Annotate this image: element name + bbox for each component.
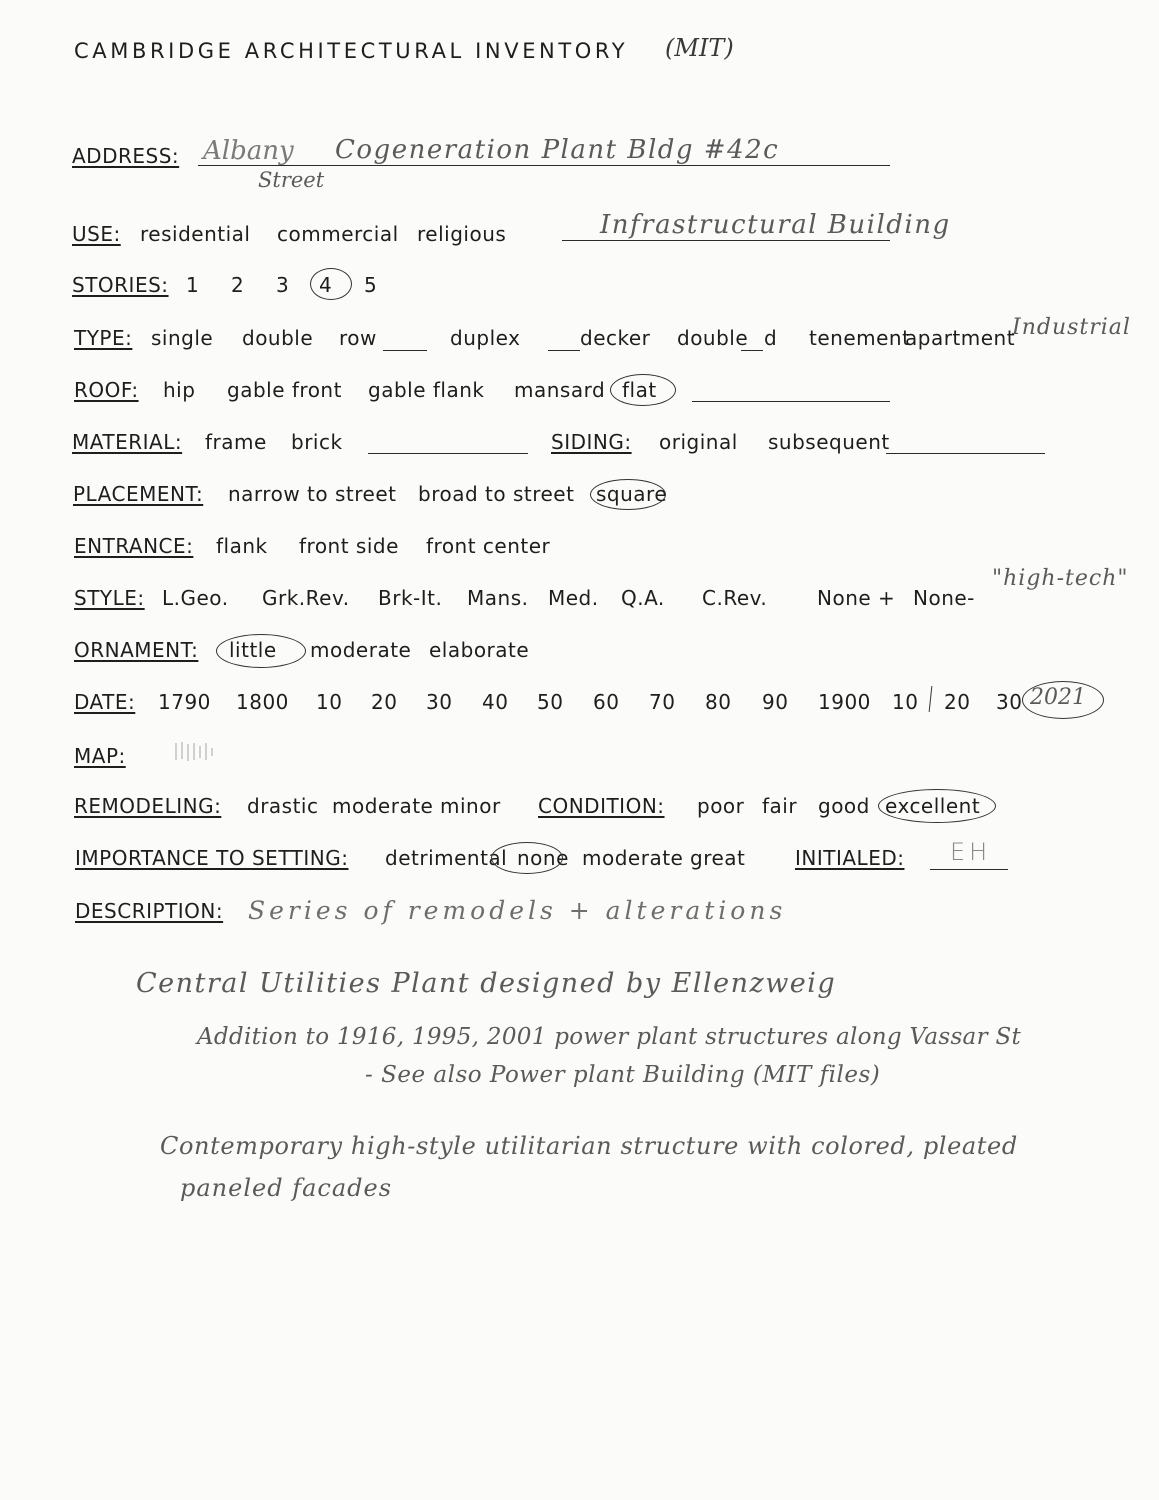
address-printed-sub: Street — [258, 168, 325, 192]
date-option-70: 70 — [649, 690, 676, 714]
placement-option-square: square — [596, 482, 668, 506]
type-double-d-blank — [741, 350, 763, 351]
use-option-commercial: commercial — [277, 222, 399, 246]
date-option-1920: 20 — [944, 690, 971, 714]
stories-option-3: 3 — [276, 273, 290, 297]
ornament-option-moderate: moderate — [310, 638, 412, 662]
type-option-double: double — [242, 326, 314, 350]
ornament-selection-circle — [216, 634, 306, 668]
date-option-10: 10 — [316, 690, 343, 714]
stories-option-2: 2 — [231, 273, 245, 297]
type-option-duplex: duplex — [450, 326, 521, 350]
siding-option-original: original — [659, 430, 738, 454]
importance-selection-circle — [491, 842, 563, 874]
date-option-60: 60 — [593, 690, 620, 714]
date-option-30: 30 — [426, 690, 453, 714]
style-option-crev: C.Rev. — [702, 586, 768, 610]
importance-option-moderate: moderate — [582, 846, 684, 870]
use-underline — [562, 240, 890, 241]
material-option-brick: brick — [291, 430, 343, 454]
roof-option-flat: flat — [622, 378, 657, 402]
date-option-1900: 1900 — [818, 690, 871, 714]
style-label: STYLE: — [74, 586, 145, 610]
condition-label: CONDITION: — [538, 794, 665, 818]
type-label: TYPE: — [74, 326, 133, 350]
type-option-d: d — [764, 326, 778, 350]
description-line-2: Central Utilities Plant designed by Ellenzweig — [136, 968, 837, 999]
material-blank — [368, 453, 528, 454]
condition-option-good: good — [818, 794, 870, 818]
roof-label: ROOF: — [74, 378, 139, 402]
ornament-option-little: little — [229, 638, 277, 662]
condition-selection-circle — [878, 789, 996, 823]
type-option-double-d: double — [677, 326, 749, 350]
date-option-40: 40 — [482, 690, 509, 714]
date-option-90: 90 — [762, 690, 789, 714]
date-option-50: 50 — [537, 690, 564, 714]
description-line-5: Contemporary high-style utilitarian structure with colored, pleated — [160, 1132, 1018, 1160]
stories-option-5: 5 — [364, 273, 378, 297]
entrance-option-front-center: front center — [426, 534, 551, 558]
material-option-frame: frame — [205, 430, 267, 454]
use-option-religious: religious — [417, 222, 507, 246]
stories-selection-circle — [310, 268, 352, 300]
date-selection-circle — [1022, 681, 1104, 719]
style-option-qa: Q.A. — [621, 586, 665, 610]
stories-label: STORIES: — [72, 273, 169, 297]
type-option-tenement: tenement — [809, 326, 911, 350]
siding-blank — [886, 453, 1045, 454]
roof-option-mansard: mansard — [514, 378, 606, 402]
type-handwritten: Industrial — [1012, 315, 1131, 340]
ornament-label: ORNAMENT: — [74, 638, 199, 662]
style-handwritten: "high-tech" — [992, 566, 1129, 591]
initialed-underline — [930, 869, 1008, 870]
date-option-1930: 30 — [996, 690, 1023, 714]
stories-option-1: 1 — [186, 273, 200, 297]
remodeling-option-drastic: drastic — [247, 794, 319, 818]
roof-option-gable-flank: gable flank — [368, 378, 485, 402]
date-option-20: 20 — [371, 690, 398, 714]
date-option-1910: 10 — [892, 690, 919, 714]
address-value: Cogeneration Plant Bldg #42c — [335, 135, 780, 165]
remodeling-option-moderate: moderate — [332, 794, 434, 818]
date-label: DATE: — [74, 690, 136, 714]
description-label: DESCRIPTION: — [75, 899, 224, 923]
material-label: MATERIAL: — [72, 430, 183, 454]
initialed-label: INITIALED: — [795, 846, 905, 870]
importance-option-detrimental: detrimental — [385, 846, 508, 870]
date-option-80: 80 — [705, 690, 732, 714]
map-label: MAP: — [74, 744, 126, 768]
importance-label: IMPORTANCE TO SETTING: — [75, 846, 349, 870]
entrance-option-flank: flank — [216, 534, 268, 558]
remodeling-option-minor: minor — [440, 794, 501, 818]
form-title: CAMBRIDGE ARCHITECTURAL INVENTORY — [74, 39, 629, 63]
map-faint-marks — [174, 740, 218, 764]
description-line-6: paneled facades — [180, 1174, 393, 1202]
condition-option-excellent: excellent — [885, 794, 981, 818]
condition-option-fair: fair — [762, 794, 798, 818]
style-option-grkrev: Grk.Rev. — [262, 586, 350, 610]
use-handwritten: Infrastructural Building — [600, 210, 951, 240]
description-line-4: - See also Power plant Building (MIT files) — [365, 1062, 881, 1088]
importance-option-great: great — [690, 846, 746, 870]
type-option-apartment: apartment — [905, 326, 1016, 350]
description-line-3: Addition to 1916, 1995, 2001 power plant structures along Vassar St — [197, 1024, 1022, 1050]
address-printed-word: Albany — [203, 136, 294, 166]
siding-label: SIDING: — [551, 430, 632, 454]
roof-selection-circle — [610, 374, 676, 406]
type-option-row: row — [339, 326, 377, 350]
style-option-brkit: Brk-It. — [378, 586, 443, 610]
importance-option-none: none — [517, 846, 569, 870]
style-option-lgeo: L.Geo. — [162, 586, 229, 610]
style-option-med: Med. — [548, 586, 599, 610]
initialed-value: EH — [950, 838, 992, 866]
type-option-decker: decker — [580, 326, 651, 350]
address-underline — [198, 165, 890, 166]
date-option-1790: 1790 — [158, 690, 211, 714]
remodeling-label: REMODELING: — [74, 794, 222, 818]
date-option-1800: 1800 — [236, 690, 289, 714]
type-row-blank — [383, 350, 427, 351]
placement-option-broad: broad to street — [418, 482, 575, 506]
style-option-none-minus: None- — [913, 586, 975, 610]
description-line-1: Series of remodels + alterations — [248, 896, 787, 925]
placement-selection-circle — [590, 479, 666, 510]
stories-option-4: 4 — [319, 273, 333, 297]
placement-label: PLACEMENT: — [73, 482, 204, 506]
use-label: USE: — [72, 222, 121, 246]
style-option-none-plus: None + — [817, 586, 896, 610]
placement-option-narrow: narrow to street — [228, 482, 397, 506]
style-option-mans: Mans. — [467, 586, 529, 610]
address-label: ADDRESS: — [72, 144, 180, 168]
title-handwritten-note: (MIT) — [665, 34, 734, 62]
date-handwritten: 2021 — [1030, 685, 1086, 710]
use-option-residential: residential — [140, 222, 251, 246]
entrance-label: ENTRANCE: — [74, 534, 194, 558]
ornament-option-elaborate: elaborate — [429, 638, 530, 662]
date-tick-mark — [929, 686, 933, 712]
roof-blank — [692, 401, 890, 402]
entrance-option-front-side: front side — [299, 534, 399, 558]
siding-option-subsequent: subsequent — [768, 430, 890, 454]
condition-option-poor: poor — [697, 794, 745, 818]
type-decker-blank — [548, 350, 580, 351]
type-option-single: single — [151, 326, 214, 350]
roof-option-hip: hip — [163, 378, 196, 402]
roof-option-gable-front: gable front — [227, 378, 342, 402]
